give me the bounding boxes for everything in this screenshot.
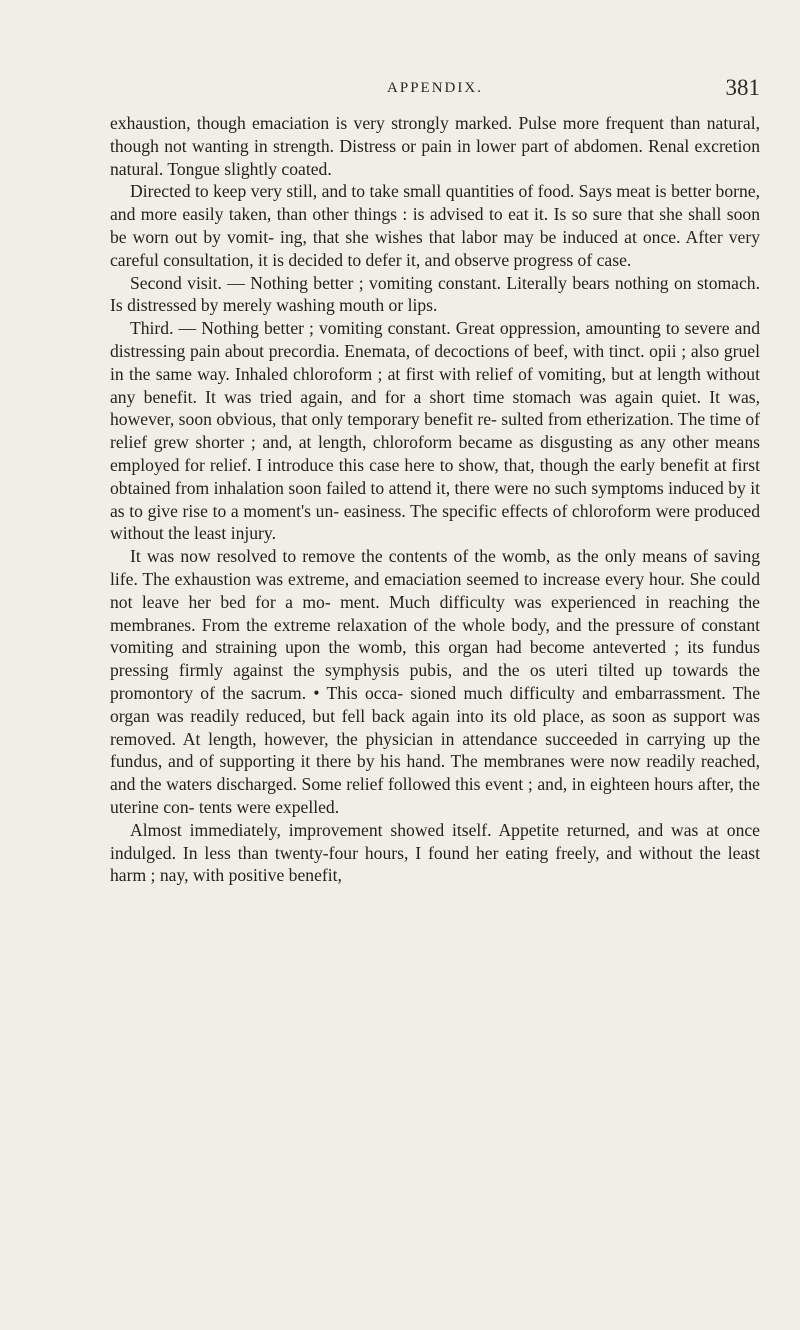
body-text [110, 112, 760, 887]
paragraph-improvement: Almost immediately, improvement showed itself. Appetite returned, and was at once indulged. In less than twenty-four hours, I found her eating freely, and without the least harm ; nay, with positive benefit, [110, 819, 760, 886]
paragraph-third-visit: Third. — Nothing better ; vomiting constant. Great oppression, amounting to severe and distressing pain about precordia. Enemata, of decoctions of beef, with tinct. opii ; also gruel in the same way. Inhaled chloroform ; at first with relief of vomiting, but at length without any benefit. It was tried again, and for a short time stomach was again quiet. It was, however, soon obvious, that only temporary benefit re- sulted from etherization. The time of relief grew shorter ; and, at length, chloroform became as disgusting as any other means employed for relief. I introduce this case here to show, that, though the early benefit at first obtained from inhalation soon failed to attend it, there were no such symptoms induced by it as to give rise to a moment's un- easiness. The specific effects of chloroform were produced without the least injury. [110, 318, 760, 544]
paragraph-directions: Directed to keep very still, and to take small quantities of food. Says meat is better borne, and more easily taken, than other things : is advised to eat it. Is so sure that she shall soon be worn out by vomit- ing, that she wishes that labor may be induced at once. After very careful consultation, it is decided to defer it, and observe progress of case. [110, 181, 760, 270]
paragraph-continuation: exhaustion, though emaciation is very strongly marked. Pulse more frequent than natural, though not wanting in strength. Distress or pain in lower part of abdomen. Renal excretion natural. Tongue slightly coated. [110, 113, 760, 179]
paragraph-second-visit: Second visit. — Nothing better ; vomiting constant. Literally bears nothing on stomach. Is distressed by merely washing mouth or lips. [110, 272, 760, 316]
page-number: 381 [725, 75, 760, 100]
paragraph-removal-of-contents: It was now resolved to remove the contents of the womb, as the only means of saving life. The exhaustion was extreme, and emaciation seemed to increase every hour. She could not leave her bed for a mo- ment. Much difficulty was experienced in reaching the membranes. From the extreme relaxation of the whole body, and the pressure of constant vomiting and straining upon the womb, this organ had become anteverted ; its fundus pressing firmly against the symphysis pubis, and the os uteri tilted up towards the promontory of the sacrum. • This occa- sioned much difficulty and embarrassment. The organ was readily reduced, but fell back again into its old place, as soon as support was removed. At length, however, the physician in attendance succeeded in carrying up the fundus, and of supporting it there by his hand. The membranes were now readily reached, and the waters discharged. Some relief followed this event ; and, in eighteen hours after, the uterine con- tents were expelled. [110, 546, 760, 817]
running-title: APPENDIX. [387, 80, 483, 96]
running-header [110, 60, 760, 100]
